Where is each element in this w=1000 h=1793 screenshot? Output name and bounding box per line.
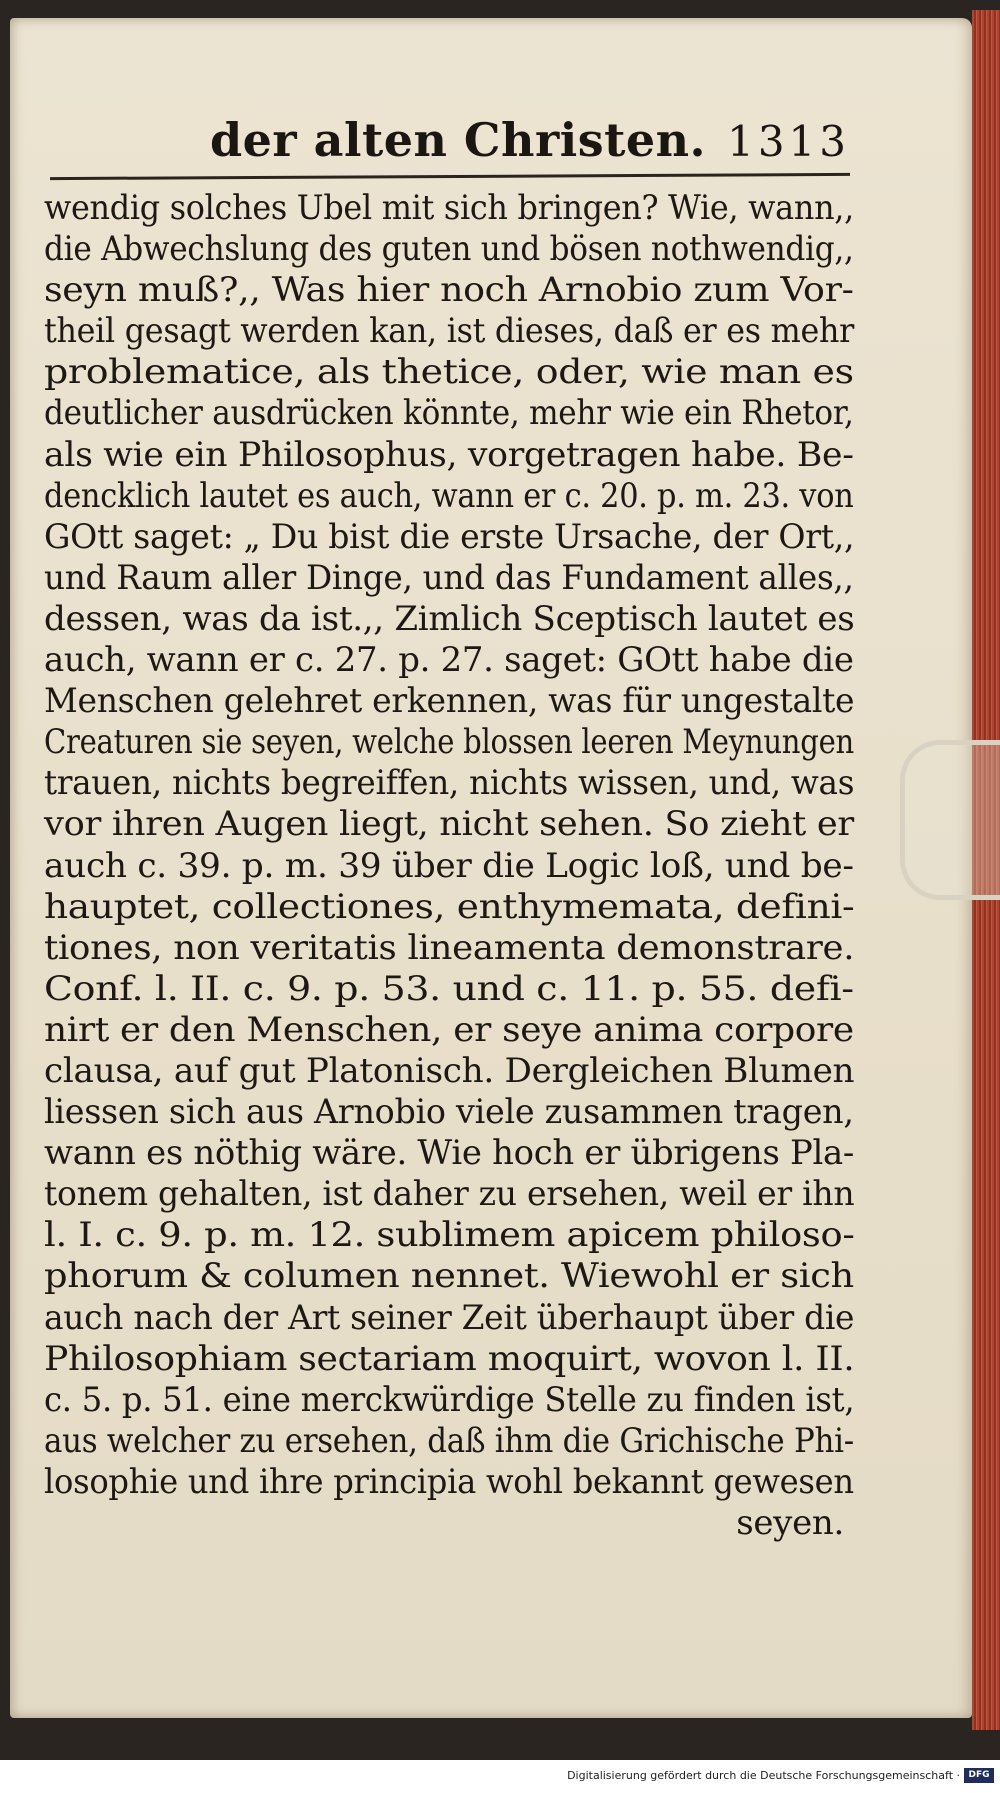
text-line: als wie ein Philosophus, vorgetragen habe. Be- bbox=[44, 434, 854, 475]
header-rule bbox=[50, 173, 850, 180]
text-line: deutlicher ausdrücken könnte, mehr wie ein Rhetor, bbox=[44, 393, 854, 434]
text-line: tiones, non veritatis lineamenta demonstrare. bbox=[44, 927, 855, 968]
text-line: Creaturen sie seyen, welche blossen leeren Meynungen bbox=[44, 722, 854, 763]
text-line: auch, wann er c. 27. p. 27. saget: GOtt habe die bbox=[44, 640, 854, 681]
text-line: dencklich lautet es auch, wann er c. 20. p. m. 23. von bbox=[44, 475, 854, 516]
digitization-footer bbox=[0, 1760, 1000, 1793]
body-text bbox=[44, 188, 854, 1544]
text-line: clausa, auf gut Platonisch. Dergleichen Blumen bbox=[44, 1050, 855, 1091]
text-line: tonem gehalten, ist daher zu ersehen, weil er ihn bbox=[44, 1174, 855, 1215]
funding-credit: Digitalisierung gefördert durch die Deutsche Forschungsgemeinschaft · bbox=[567, 1769, 960, 1782]
text-line: l. I. c. 9. p. m. 12. sublimem apicem philoso- bbox=[44, 1215, 855, 1256]
text-line: trauen, nichts begreiffen, nichts wissen, und, was bbox=[44, 763, 855, 804]
text-line: und Raum aller Dinge, und das Fundament alles,, bbox=[44, 557, 854, 598]
book-clasp bbox=[900, 740, 1000, 900]
text-line: Philosophiam sectariam moquirt, wovon l. II. bbox=[44, 1338, 855, 1379]
text-line: Conf. l. II. c. 9. p. 53. und c. 11. p. 55. defi- bbox=[44, 968, 854, 1009]
text-line: liessen sich aus Arnobio viele zusammen tragen, bbox=[44, 1092, 854, 1133]
text-line: hauptet, collectiones, enthymemata, defini- bbox=[44, 886, 855, 927]
catchword: seyen. bbox=[736, 1503, 844, 1543]
book-page bbox=[10, 18, 972, 1718]
text-line: losophie und ihre principia wohl bekannt gewesen bbox=[44, 1461, 854, 1502]
running-title: der alten Christen. bbox=[210, 113, 707, 167]
text-line: problematice, als thetice, oder, wie man es bbox=[44, 352, 854, 393]
text-line: vor ihren Augen liegt, nicht sehen. So zieht er bbox=[44, 804, 854, 845]
text-line: wann es nöthig wäre. Wie hoch er übrigens Pla- bbox=[44, 1133, 855, 1174]
text-line: phorum & columen nennet. Wiewohl er sich bbox=[44, 1256, 854, 1297]
page-number: 1313 bbox=[727, 117, 850, 166]
text-line: GOtt saget: „ Du bist die erste Ursache, der Ort,, bbox=[44, 516, 855, 557]
text-line: wendig solches Ubel mit sich bringen? Wie, wann,, bbox=[44, 188, 854, 228]
text-line: auch nach der Art seiner Zeit überhaupt über die bbox=[44, 1297, 855, 1338]
text-line: dessen, was da ist.,, Zimlich Sceptisch lautet es bbox=[44, 598, 855, 639]
text-line: c. 5. p. 51. eine merckwürdige Stelle zu finden ist, bbox=[44, 1379, 855, 1420]
text-line: auch c. 39. p. m. 39 über die Logic loß, und be- bbox=[44, 845, 854, 886]
text-line: aus welcher zu ersehen, daß ihm die Grichische Phi- bbox=[44, 1420, 854, 1461]
text-line: theil gesagt werden kan, ist dieses, daß er es mehr bbox=[44, 311, 855, 352]
text-line: Menschen gelehret erkennen, was für ungestalte bbox=[44, 681, 855, 722]
text-line: nirt er den Menschen, er seye anima corpore bbox=[44, 1009, 854, 1050]
page-header bbox=[210, 113, 850, 173]
text-line: die Abwechslung des guten und bösen nothwendig,, bbox=[44, 229, 854, 270]
dfg-logo: DFG bbox=[964, 1768, 994, 1783]
text-line: seyn muß?,, Was hier noch Arnobio zum Vor- bbox=[44, 270, 854, 311]
